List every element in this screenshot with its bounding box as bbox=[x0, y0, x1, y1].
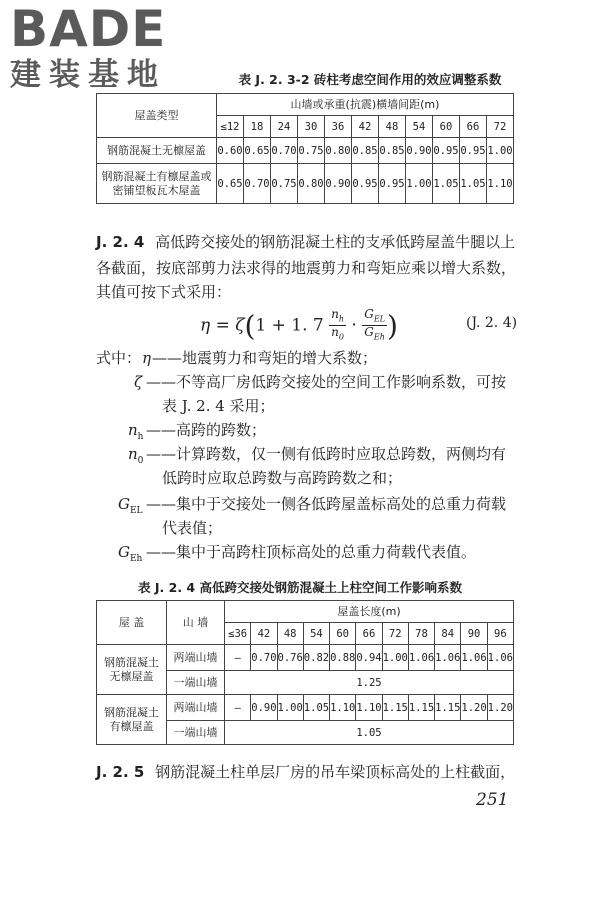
table-cell: — bbox=[225, 695, 251, 721]
table-j-2-4 bbox=[96, 600, 514, 745]
n-num-sub: h bbox=[338, 314, 344, 324]
table-cell: 1.06 bbox=[461, 645, 487, 671]
table-cell: 1.00 bbox=[277, 695, 303, 721]
table-row bbox=[97, 695, 514, 721]
table-cell: 1.10 bbox=[330, 695, 356, 721]
table-cell: — bbox=[225, 645, 251, 671]
table-cell: 0.80 bbox=[325, 138, 352, 164]
sym-gel: G bbox=[118, 495, 130, 513]
table-cell: 0.95 bbox=[379, 164, 406, 204]
def-text: ——集中于高跨柱顶标高处的总重力荷载代表值。 bbox=[146, 543, 477, 561]
table-cell: ≤36 bbox=[225, 623, 251, 645]
table-cell: 0.85 bbox=[352, 138, 379, 164]
table1-row-label: 钢筋混凝土有檩屋盖或密铺望板瓦木屋盖 bbox=[97, 164, 217, 204]
def-symbol bbox=[128, 442, 143, 473]
table-cell: 0.95 bbox=[433, 138, 460, 164]
n-num: n bbox=[331, 307, 339, 321]
table-cell: 90 bbox=[461, 623, 487, 645]
table-cell: 30 bbox=[298, 116, 325, 138]
table2-wall-label: 两端山墙 bbox=[167, 695, 225, 721]
sym-eta: η bbox=[142, 349, 151, 367]
def-text: ——计算跨数，仅一侧有低跨时应取总跨数，两侧均有 bbox=[146, 445, 507, 463]
fraction-g bbox=[362, 308, 387, 344]
g-num: G bbox=[364, 307, 374, 321]
table-cell: 48 bbox=[277, 623, 303, 645]
sym-zeta: ζ bbox=[134, 373, 143, 391]
formula-j-2-4: η = ζ(1 + 1. 7 $\frac{n_h}{n_0}$ · $\frac{G_{EL}}{G_{Eh}}$ ) bbox=[200, 307, 398, 343]
def-text: ——不等高厂房低跨交接处的空间工作影响系数，可按 bbox=[146, 373, 507, 391]
table-cell: 0.80 bbox=[298, 164, 325, 204]
def-symbol bbox=[118, 540, 142, 571]
table-cell: 1.05 bbox=[433, 164, 460, 204]
table1-row-label: 钢筋混凝土无檩屋盖 bbox=[97, 138, 217, 164]
table2-merged-value: 1.25 bbox=[225, 671, 514, 695]
formula-dot: · bbox=[351, 315, 357, 336]
clause-j-2-4-line3: 其值可按下式采用： bbox=[96, 283, 232, 301]
table-cell: 0.90 bbox=[251, 695, 277, 721]
table-cell: 54 bbox=[303, 623, 329, 645]
table-cell: 18 bbox=[244, 116, 271, 138]
table-cell: 0.90 bbox=[325, 164, 352, 204]
clause-number: J. 2. 5 bbox=[96, 763, 145, 781]
clause-j-2-5 bbox=[96, 760, 515, 784]
def-text: ——集中于交接处一侧各低跨屋盖标高处的总重力荷载 bbox=[146, 495, 507, 513]
table-cell: 60 bbox=[330, 623, 356, 645]
table-cell: 1.05 bbox=[460, 164, 487, 204]
table-cell: 0.75 bbox=[298, 138, 325, 164]
table2-roof-label: 钢筋混凝土无檩屋盖 bbox=[97, 645, 167, 695]
table-cell: 0.70 bbox=[244, 164, 271, 204]
table-cell: 0.65 bbox=[244, 138, 271, 164]
table1-head-spacing: 山墙或承重(抗震)横墙间距(m) bbox=[217, 94, 514, 116]
def-text: ——地震剪力和弯矩的增大系数； bbox=[152, 349, 378, 367]
equation-number: (J. 2. 4) bbox=[466, 315, 518, 331]
def-text: ——高跨的跨数； bbox=[146, 421, 267, 439]
table-cell: 1.00 bbox=[487, 138, 514, 164]
clause-j-2-4-line1 bbox=[96, 230, 515, 254]
clause-number: J. 2. 4 bbox=[96, 233, 145, 251]
table-cell: 0.95 bbox=[352, 164, 379, 204]
table2-wall-label: 一端山墙 bbox=[167, 671, 225, 695]
n-den: n bbox=[331, 325, 339, 340]
table-cell: 36 bbox=[325, 116, 352, 138]
clause-text: 高低跨交接处的钢筋混凝土柱的支承低跨屋盖牛腿以上 bbox=[155, 233, 516, 251]
fraction-n bbox=[329, 308, 346, 344]
table-cell: 1.06 bbox=[435, 645, 461, 671]
table-cell: 1.06 bbox=[408, 645, 434, 671]
table-cell: 0.70 bbox=[271, 138, 298, 164]
table2-wall-label: 两端山墙 bbox=[167, 645, 225, 671]
sym-n0: n bbox=[128, 445, 138, 463]
table-cell: 1.15 bbox=[408, 695, 434, 721]
table2-head-roof: 屋 盖 bbox=[97, 601, 167, 645]
table-cell: 0.95 bbox=[460, 138, 487, 164]
table-cell: 0.94 bbox=[356, 645, 382, 671]
g-num-sub: EL bbox=[373, 314, 385, 324]
table-cell: 0.60 bbox=[217, 138, 244, 164]
sym-gel-sub: EL bbox=[129, 506, 143, 516]
table-j-2-3-2 bbox=[96, 93, 514, 204]
table2-wall-label: 一端山墙 bbox=[167, 721, 225, 745]
table-cell: 1.20 bbox=[461, 695, 487, 721]
table-cell: 1.10 bbox=[356, 695, 382, 721]
sym-geh-sub: Eh bbox=[129, 554, 143, 564]
table-cell: 0.65 bbox=[217, 164, 244, 204]
table2-head-wall: 山 墙 bbox=[167, 601, 225, 645]
table1-caption: 表 J. 2. 3-2 砖柱考虑空间作用的效应调整系数 bbox=[238, 72, 502, 87]
table-cell: 0.85 bbox=[379, 138, 406, 164]
table-cell: 0.75 bbox=[271, 164, 298, 204]
formula-inner: 1 + 1. 7 bbox=[255, 315, 324, 336]
logo-wordmark: BADE bbox=[10, 0, 167, 58]
table-cell: 1.06 bbox=[487, 645, 513, 671]
table-cell: 72 bbox=[382, 623, 408, 645]
page-number: 251 bbox=[476, 790, 509, 810]
table-cell: 0.76 bbox=[277, 645, 303, 671]
logo-subtitle: 建装基地 bbox=[10, 57, 166, 93]
def-symbol bbox=[118, 492, 143, 523]
clause-j-2-4-line2: 各截面，按底部剪力法求得的地震剪力和弯矩应乘以增大系数， bbox=[96, 259, 517, 277]
table-cell: 1.00 bbox=[382, 645, 408, 671]
table-cell: 0.70 bbox=[251, 645, 277, 671]
formula-lhs: η = ζ bbox=[200, 315, 245, 336]
table2-merged-value: 1.05 bbox=[225, 721, 514, 745]
sym-nh: n bbox=[128, 421, 138, 439]
table-cell: 60 bbox=[433, 116, 460, 138]
n-den-sub: 0 bbox=[338, 332, 344, 342]
def-symbol bbox=[142, 346, 151, 370]
table2-head-span: 屋盖长度(m) bbox=[225, 601, 514, 623]
table-cell: ≤12 bbox=[217, 116, 244, 138]
table-row bbox=[97, 138, 514, 164]
table-cell: 42 bbox=[251, 623, 277, 645]
table-cell: 1.15 bbox=[382, 695, 408, 721]
table2-roof-label: 钢筋混凝土有檩屋盖 bbox=[97, 695, 167, 745]
table-cell: 54 bbox=[406, 116, 433, 138]
table-cell: 0.82 bbox=[303, 645, 329, 671]
table-cell: 72 bbox=[487, 116, 514, 138]
sym-n0-sub: 0 bbox=[137, 456, 144, 466]
sym-nh-sub: h bbox=[137, 432, 144, 442]
def-text-cont: 表 J. 2. 4 采用； bbox=[162, 397, 275, 415]
table-row bbox=[97, 164, 514, 204]
table-cell: 96 bbox=[487, 623, 513, 645]
def-text-cont: 低跨时应取总跨数与高跨跨数之和； bbox=[162, 469, 403, 487]
g-den: G bbox=[364, 325, 374, 340]
table-cell: 66 bbox=[356, 623, 382, 645]
table-cell: 78 bbox=[408, 623, 434, 645]
table-row bbox=[97, 645, 514, 671]
table-cell: 1.05 bbox=[303, 695, 329, 721]
table-cell: 48 bbox=[379, 116, 406, 138]
table-cell: 42 bbox=[352, 116, 379, 138]
table-cell: 66 bbox=[460, 116, 487, 138]
where-lead: 式中： bbox=[96, 349, 142, 367]
g-den-sub: Eh bbox=[373, 332, 385, 342]
clause-text: 钢筋混凝土柱单层厂房的吊车梁顶标高处的上柱截面， bbox=[155, 763, 516, 781]
table-cell: 0.90 bbox=[406, 138, 433, 164]
table-cell: 1.20 bbox=[487, 695, 513, 721]
table-cell: 0.88 bbox=[330, 645, 356, 671]
def-symbol bbox=[134, 370, 142, 394]
table-cell: 24 bbox=[271, 116, 298, 138]
def-text-cont: 代表值； bbox=[162, 519, 223, 537]
table-cell: 1.15 bbox=[435, 695, 461, 721]
table1-head-roof-type: 屋盖类型 bbox=[97, 94, 217, 138]
table-cell: 84 bbox=[435, 623, 461, 645]
table-cell: 1.10 bbox=[487, 164, 514, 204]
table-cell: 1.00 bbox=[406, 164, 433, 204]
sym-geh: G bbox=[118, 543, 130, 561]
table2-caption: 表 J. 2. 4 高低跨交接处钢筋混凝土上柱空间工作影响系数 bbox=[138, 580, 462, 595]
